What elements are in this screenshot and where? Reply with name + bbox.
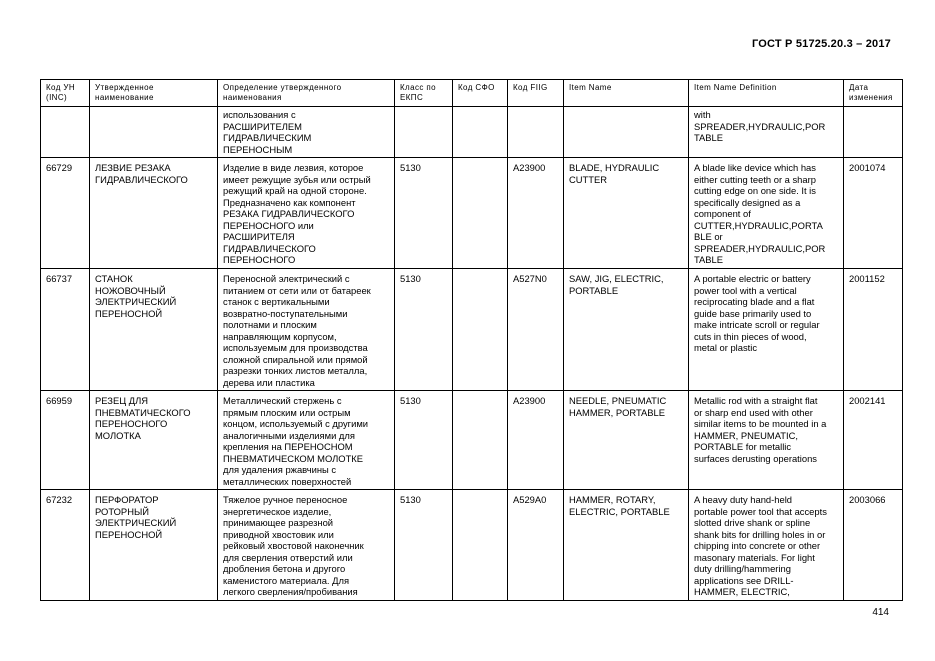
cell-item-name: HAMMER, ROTARY, ELECTRIC, PORTABLE [564, 490, 689, 601]
col-header-item-name: Item Name [564, 80, 689, 107]
col-header-sfo-code: Код СФО [453, 80, 508, 107]
cell-ekps-class: 5130 [395, 391, 453, 490]
cell-item-definition: A blade like device which has either cutting teeth or a sharp cutting edge on one side. It is specifically designed as a component of CUTTER,HYDRAULIC,PORTA BLE or SPREADER,HYDRAULIC,POR TABLE [689, 158, 844, 269]
col-header-approved-name: Утвержденное наименование [90, 80, 218, 107]
cell-approved-name: РЕЗЕЦ ДЛЯ ПНЕВМАТИЧЕСКОГО ПЕРЕНОСНОГО МОЛОТКА [90, 391, 218, 490]
cell-ekps-class: 5130 [395, 269, 453, 391]
cell-ekps-class [395, 107, 453, 158]
cell-inc-code: 66729 [41, 158, 90, 269]
cell-ekps-class: 5130 [395, 490, 453, 601]
cell-approved-name: ПЕРФОРАТОР РОТОРНЫЙ ЭЛЕКТРИЧЕСКИЙ ПЕРЕНОСНОЙ [90, 490, 218, 601]
cell-change-date: 2001152 [844, 269, 903, 391]
cell-name-definition: Переносной электрический с питанием от сети или от батареек станок с вертикальными возвратно-поступательными полотнами и плоским направляющим корпусом, используемым для производства сложной спиральной или прямой разрезки тонких листов металла, дерева или пластика [218, 269, 395, 391]
cell-fiig-code: A23900 [508, 391, 564, 490]
cell-item-definition: A heavy duty hand-held portable power tool that accepts slotted drive shank or spline shank bits for drilling holes in or chipping into concrete or other masonary materials. For light duty drilling/hammering applications see DRILL- HAMMER, ELECTRIC, [689, 490, 844, 601]
cell-sfo-code [453, 490, 508, 601]
table-row [41, 391, 903, 490]
table-header-row [41, 80, 903, 107]
cell-approved-name: СТАНОК НОЖОВОЧНЫЙ ЭЛЕКТРИЧЕСКИЙ ПЕРЕНОСНОЙ [90, 269, 218, 391]
table-row [41, 158, 903, 269]
cell-sfo-code [453, 158, 508, 269]
table-row [41, 490, 903, 601]
col-header-item-definition: Item Name Definition [689, 80, 844, 107]
col-header-change-date: Дата изменения [844, 80, 903, 107]
cell-fiig-code [508, 107, 564, 158]
cell-name-definition: Тяжелое ручное переносное энергетическое изделие, принимающее разрезной приводной хвостовик или рейковый хвостовой наконечник для сверления отверстий или дробления бетона и другого каменистого материала. Для легкого сверления/пробивания [218, 490, 395, 601]
cell-name-definition: Металлический стержень с прямым плоским или острым концом, используемый с другими аналогичными изделиями для крепления на ПЕРЕНОСНОМ ПНЕВМАТИЧЕСКОМ МОЛОТКЕ для удаления ржавчины с металлических поверхностей [218, 391, 395, 490]
catalog-table [40, 79, 903, 601]
col-header-name-definition: Определение утвержденного наименования [218, 80, 395, 107]
cell-sfo-code [453, 107, 508, 158]
cell-inc-code: 66959 [41, 391, 90, 490]
table-row [41, 107, 903, 158]
table-row [41, 269, 903, 391]
cell-fiig-code: A23900 [508, 158, 564, 269]
cell-item-name: BLADE, HYDRAULIC CUTTER [564, 158, 689, 269]
cell-change-date: 2002141 [844, 391, 903, 490]
cell-sfo-code [453, 269, 508, 391]
cell-change-date: 2003066 [844, 490, 903, 601]
cell-change-date: 2001074 [844, 158, 903, 269]
page-number: 414 [872, 607, 889, 618]
cell-sfo-code [453, 391, 508, 490]
col-header-ekps-class: Класс по ЕКПС [395, 80, 453, 107]
col-header-fiig-code: Код FIIG [508, 80, 564, 107]
cell-fiig-code: A529A0 [508, 490, 564, 601]
cell-ekps-class: 5130 [395, 158, 453, 269]
cell-name-definition: использования с РАСШИРИТЕЛЕМ ГИДРАВЛИЧЕСКИМ ПЕРЕНОСНЫМ [218, 107, 395, 158]
cell-name-definition: Изделие в виде лезвия, которое имеет режущие зубья или острый режущий край на одной стороне. Предназначено как компонент РЕЗАКА ГИДРАВЛИЧЕСКОГО ПЕРЕНОСНОГО или РАСШИРИТЕЛЯ ГИДРАВЛИЧЕСКОГО ПЕРЕНОСНОГО [218, 158, 395, 269]
cell-item-name [564, 107, 689, 158]
cell-fiig-code: A527N0 [508, 269, 564, 391]
cell-inc-code: 66737 [41, 269, 90, 391]
cell-inc-code [41, 107, 90, 158]
cell-item-name: SAW, JIG, ELECTRIC, PORTABLE [564, 269, 689, 391]
cell-approved-name [90, 107, 218, 158]
cell-item-definition: with SPREADER,HYDRAULIC,POR TABLE [689, 107, 844, 158]
cell-item-definition: A portable electric or battery power tool with a vertical reciprocating blade and a flat guide base primarily used to make intricate scroll or regular cuts in thin pieces of wood, metal or plastic [689, 269, 844, 391]
col-header-inc-code: Код УН (INC) [41, 80, 90, 107]
cell-change-date [844, 107, 903, 158]
document-title: ГОСТ Р 51725.20.3 – 2017 [751, 38, 891, 50]
cell-approved-name: ЛЕЗВИЕ РЕЗАКА ГИДРАВЛИЧЕСКОГО [90, 158, 218, 269]
cell-item-definition: Metallic rod with a straight flat or sharp end used with other similar items to be mounted in a HAMMER, PNEUMATIC, PORTABLE for metallic surfaces derusting operations [689, 391, 844, 490]
cell-inc-code: 67232 [41, 490, 90, 601]
cell-item-name: NEEDLE, PNEUMATIC HAMMER, PORTABLE [564, 391, 689, 490]
